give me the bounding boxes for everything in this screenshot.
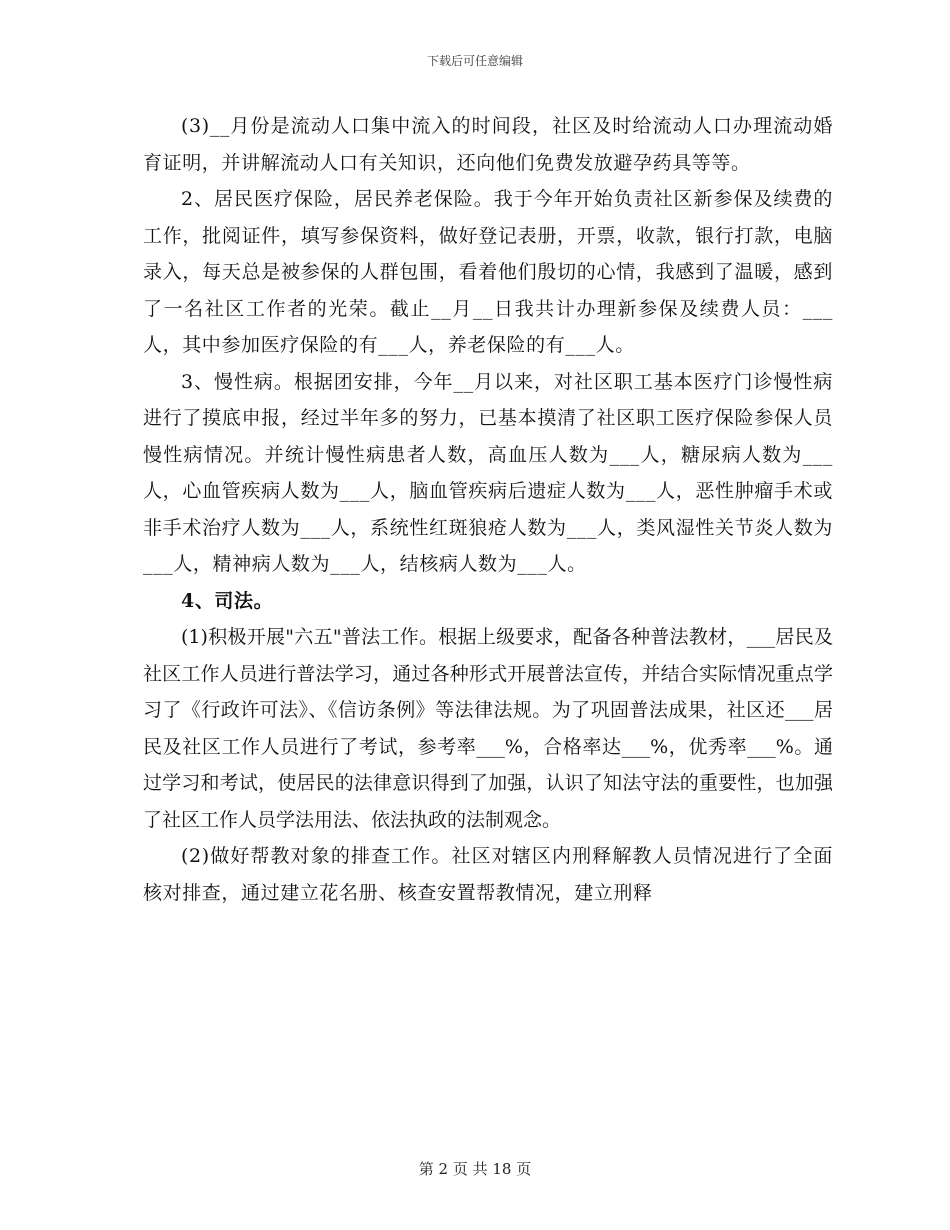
paragraph-migrant-population: (3)__月份是流动人口集中流入的时间段，社区及时给流动人口办理流动婚育证明，并讲解流动人口有关知识，还向他们免费发放避孕药具等等。 xyxy=(143,115,833,174)
paragraph-legal-education: (1)积极开展"六五"普法工作。根据上级要求，配备各种普法教材，___居民及社区工作人员进行普法学习，通过各种形式开展普法宣传，并结合实际情况重点学习了《行政许可法》、《信访条例》等法律法规。为了巩固普法成果，社区还___居民及社区工作人员进行了考试，参考率___%，合格率达___%，优秀率___%。通过学习和考试，使居民的法律意识得到了加强，认识了知法守法的重要性，也加强了社区工作人员学法用法、依法执政的法制观念。 xyxy=(143,626,833,831)
section-heading-judicial: 4、司法。 xyxy=(181,589,274,612)
document-body xyxy=(143,108,833,911)
paragraph-insurance: 2、居民医疗保险，居民养老保险。我于今年开始负责社区新参保及续费的工作，批阅证件，填写参保资料，做好登记表册，开票，收款，银行打款，电脑录入，每天总是被参保的人群包围，看着他们殷切的心情，我感到了温暖，感到了一名社区工作者的光荣。截止__月__日我共计办理新参保及续费人员：___人，其中参加医疗保险的有___人，养老保险的有___人。 xyxy=(143,188,833,356)
paragraph-chronic-disease: 3、慢性病。根据团安排，今年__月以来，对社区职工基本医疗门诊慢性病进行了摸底申报，经过半年多的努力，已基本摸清了社区职工医疗保险参保人员慢性病情况。并统计慢性病患者人数，高血压人数为___人，糖尿病人数为___人，心血管疾病人数为___人，脑血管疾病后遗症人数为___人，恶性肿瘤手术或非手术治疗人数为___人，系统性红斑狼疮人数为___人，类风湿性关节炎人数为___人，精神病人数为___人，结核病人数为___人。 xyxy=(143,370,833,575)
page-number-footer: 第 2 页 共 18 页 xyxy=(418,1160,532,1178)
page-header-note: 下载后可任意编辑 xyxy=(426,54,523,68)
paragraph-rehabilitation-check: (2)做好帮教对象的排查工作。社区对辖区内刑释解教人员情况进行了全面核对排查，通过建立花名册、核查安置帮教情况，建立刑释 xyxy=(143,845,833,904)
